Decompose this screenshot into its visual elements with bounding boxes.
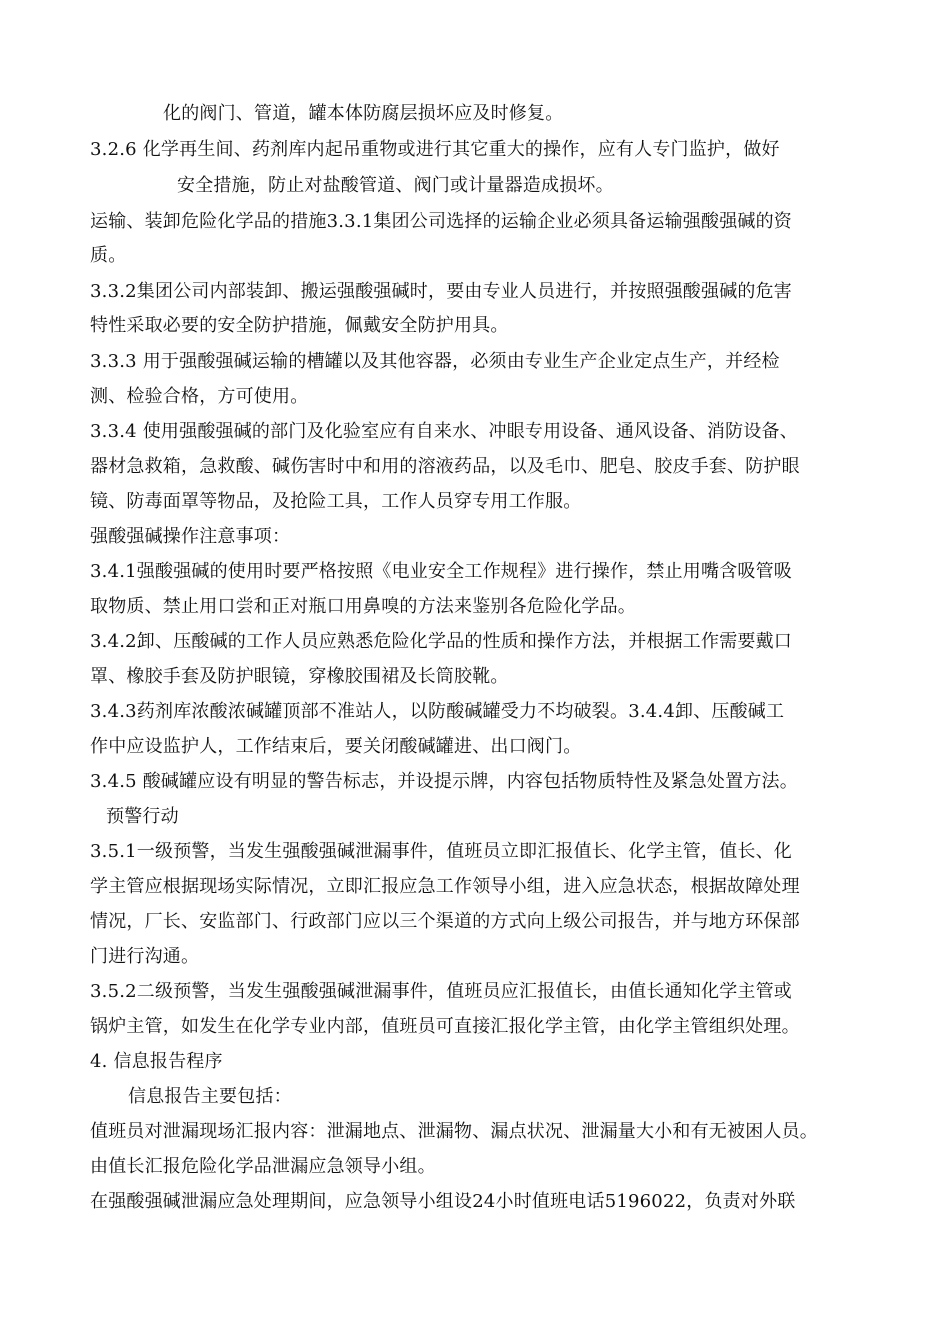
text-line: 3.4.1强酸强碱的使用时要严格按照《电业安全工作规程》进行操作，禁止用嘴含吸管吸 bbox=[90, 561, 792, 582]
text-line: 3.4.5 酸碱罐应设有明显的警告标志，并设提示牌，内容包括物质特性及紧急处置方法。 bbox=[90, 771, 798, 792]
text-line: 值班员对泄漏现场汇报内容：泄漏地点、泄漏物、漏点状况、泄漏量大小和有无被困人员。 bbox=[90, 1121, 818, 1142]
text-line: 学主管应根据现场实际情况，立即汇报应急工作领导小组，进入应急状态，根据故障处理 bbox=[90, 876, 800, 897]
text-line: 3.3.3 用于强酸强碱运输的槽罐以及其他容器，必须由专业生产企业定点生产，并经检 bbox=[90, 351, 780, 372]
text-line: 特性采取必要的安全防护措施，佩戴安全防护用具。 bbox=[90, 315, 509, 336]
text-line: 质。 bbox=[90, 245, 127, 266]
text-line: 测、检验合格，方可使用。 bbox=[90, 386, 309, 407]
section-heading: 预警行动 bbox=[106, 806, 179, 827]
text-line: 3.5.1一级预警，当发生强酸强碱泄漏事件，值班员立即汇报值长、化学主管，值长、化 bbox=[90, 841, 792, 862]
text-line: 作中应设监护人，工作结束后，要关闭酸碱罐进、出口阀门。 bbox=[90, 736, 582, 757]
text-line: 3.2.6 化学再生间、药剂库内起吊重物或进行其它重大的操作，应有人专门监护，做好 bbox=[90, 139, 780, 160]
text-line: 3.4.2卸、压酸碱的工作人员应熟悉危险化学品的性质和操作方法，并根据工作需要戴口 bbox=[90, 631, 792, 652]
text-line: 信息报告主要包括： bbox=[128, 1086, 292, 1107]
text-line: 镜、防毒面罩等物品，及抢险工具，工作人员穿专用工作服。 bbox=[90, 491, 582, 512]
text-line: 3.4.3药剂库浓酸浓碱罐顶部不准站人，以防酸碱罐受力不均破裂。3.4.4卸、压酸碱工 bbox=[90, 701, 785, 722]
text-line: 运输、装卸危险化学品的措施3.3.1集团公司选择的运输企业必须具备运输强酸强碱的资 bbox=[90, 211, 792, 232]
text-line: 罩、橡胶手套及防护眼镜，穿橡胶围裙及长筒胶靴。 bbox=[90, 666, 509, 687]
text-line: 在强酸强碱泄漏应急处理期间，应急领导小组设24小时值班电话5196022，负责对外联 bbox=[90, 1191, 796, 1212]
text-line: 门进行沟通。 bbox=[90, 946, 200, 967]
section-heading: 4. 信息报告程序 bbox=[90, 1051, 223, 1072]
text-line: 器材急救箱，急救酸、碱伤害时中和用的溶液药品，以及毛巾、肥皂、胶皮手套、防护眼 bbox=[90, 456, 800, 477]
text-line: 取物质、禁止用口尝和正对瓶口用鼻嗅的方法来鉴别各危险化学品。 bbox=[90, 596, 636, 617]
text-line: 安全措施，防止对盐酸管道、阀门或计量器造成损坏。 bbox=[177, 175, 614, 196]
text-line: 锅炉主管，如发生在化学专业内部，值班员可直接汇报化学主管，由化学主管组织处理。 bbox=[90, 1016, 800, 1037]
text-line: 3.3.4 使用强酸强碱的部门及化验室应有自来水、冲眼专用设备、通风设备、消防设备、 bbox=[90, 421, 798, 442]
section-heading: 强酸强碱操作注意事项： bbox=[90, 526, 291, 547]
text-line: 由值长汇报危险化学品泄漏应急领导小组。 bbox=[90, 1156, 436, 1177]
text-line: 3.5.2二级预警，当发生强酸强碱泄漏事件，值班员应汇报值长，由值长通知化学主管或 bbox=[90, 981, 792, 1002]
text-line: 3.3.2集团公司内部装卸、搬运强酸强碱时，要由专业人员进行，并按照强酸强碱的危害 bbox=[90, 281, 792, 302]
text-line: 化的阀门、管道，罐本体防腐层损坏应及时修复。 bbox=[163, 103, 564, 124]
text-line: 情况，厂长、安监部门、行政部门应以三个渠道的方式向上级公司报告，并与地方环保部 bbox=[90, 911, 800, 932]
